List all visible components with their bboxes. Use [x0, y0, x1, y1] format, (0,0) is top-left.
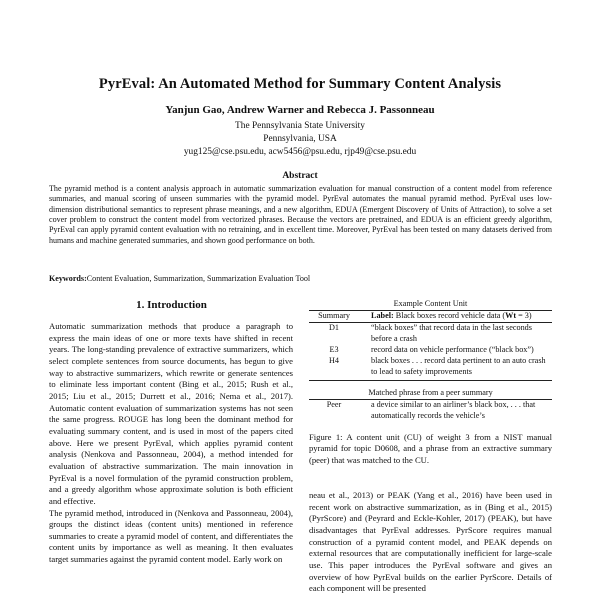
row-text: “black boxes” that record data in the last seconds before a crash: [371, 323, 532, 343]
abstract-text: The pyramid method is a content analysis approach in automatic summarization evaluation for manual construction of a content model from reference summaries, and manual scoring of unseen summaries with the pyramid model. PyrEval automates the manual pyramid method. PyrEval uses low-dimension distributional semantics to represent phrase meanings, and a new algorithm, EDUA (Emergent Discovery of Units of Attraction), to solve a set cover problem to construct the content model from vectorized phrases. Because the vectors are pretrained, and EDUA is an efficient greedy algorithm, PyrEval can apply pyramid content evaluation with no retraining, and in excellent time. Moreover, PyrEval has been tested on many datasets derived from humans and machine generated summaries, and shown good performance on both.: [49, 184, 552, 245]
section-heading-introduction: 1. Introduction: [136, 299, 207, 311]
peer-caption: Matched phrase from a peer summary: [368, 388, 493, 397]
author-emails: yug125@cse.psu.edu, acw5456@psu.edu, rjp49@cse.psu.edu: [183, 147, 417, 157]
header-label-cell: [371, 311, 552, 322]
row-id: H4: [328, 356, 339, 365]
row-id: E3: [329, 345, 339, 354]
affiliation-line-1: The Pennsylvania State University: [235, 121, 365, 131]
weight-bold: Wt: [505, 311, 517, 320]
weight-text: = 3): [518, 311, 532, 320]
header-summary-cell: Summary: [318, 311, 350, 320]
keywords-text: Content Evaluation, Summarization, Summarization Evaluation Tool: [86, 274, 311, 283]
intro-paragraph-1: Automatic summarization methods that produce a paragraph to express the main ideas of one or more texts have shifted in recent years. The long-standing prevalence of extractive summarizers, which select complete sentences from source documents, has begun to give way to abstractive summarizers, which rewrite or generate sentences to eliminate less important content (Bing et al., 2015; Rush et al., 2015; Liu et al., 2015; Durrett et al., 2016; Nema et al., 2017). Automatic content evaluation of summarization systems has not seen the same progress. ROUGE has long been the dominant method for evaluating summary content, and is used in most of the papers cited above. Here we present PyrEval, which applies pyramid content analysis (Nenkova and Passonneau, 2004), a method intended for evaluation of abstractive summarization. The main innovation in PyrEval is a novel formulation of the pyramid construction problem, and a greedy algorithm whose approximate solution is both efficient and effective.: [49, 321, 293, 506]
intro-paragraph-2: The pyramid method, introduced in (Nenkova and Passonneau, 2004), groups the distinct ideas (content units) mentioned in reference summaries to create a pyramid model of content, and differentiates the content units by importance as well as meaning. It then evaluates target summaries against the pyramid content model. Early work on: [49, 507, 293, 565]
label-bold: Label:: [371, 311, 394, 320]
paper-title: PyrEval: An Automated Method for Summary Content Analysis: [98, 76, 502, 92]
keywords: [49, 274, 552, 283]
left-column: [49, 321, 293, 600]
peer-id: Peer: [326, 400, 342, 409]
abstract-heading: Abstract: [282, 171, 318, 181]
keywords-label: Keywords:: [49, 274, 87, 283]
figure-caption: Figure 1: A content unit (CU) of weight 3 from a NIST manual pyramid for topic D0608, and a phrase from an extractive summary (peer) that was matched to the CU.: [309, 432, 552, 465]
row-text: black boxes . . . record data pertinent to an auto crash to lead to safety improvements: [371, 356, 546, 376]
label-text: Black boxes record vehicle data (: [395, 311, 506, 320]
row-id: D1: [328, 323, 339, 332]
table-bottom-rule: [309, 380, 552, 381]
right-column-text: neau et al., 2013) or PEAK (Yang et al., 2016) have been used in recent work on abstractive summarization, as in (Bing et al., 2015) (PyrScore) and (Peyrard and Eckle-Kohler, 2017) (PEAK), but have disadvantages that PyrEval addresses. PyrScore requires manual construction of a pyramid content model, and PEAK depends on external resources that are computationally inefficient for large-scale use. This paper introduces the PyrEval software and gives an overview of how PyrEval builds on the earlier PyrScore. Details of each component will be presented: [309, 490, 552, 594]
affiliation-line-2: Pennsylvania, USA: [263, 134, 337, 144]
figure-table-title: Example Content Unit: [393, 299, 468, 308]
paper-authors: Yanjun Gao, Andrew Warner and Rebecca J. Passonneau: [165, 104, 435, 116]
right-column: [309, 490, 552, 600]
peer-text: a device similar to an airliner’s black box, . . . that automatically records the vehicle’s: [371, 400, 536, 420]
row-text: record data on vehicle performance (“black box”): [371, 345, 534, 354]
